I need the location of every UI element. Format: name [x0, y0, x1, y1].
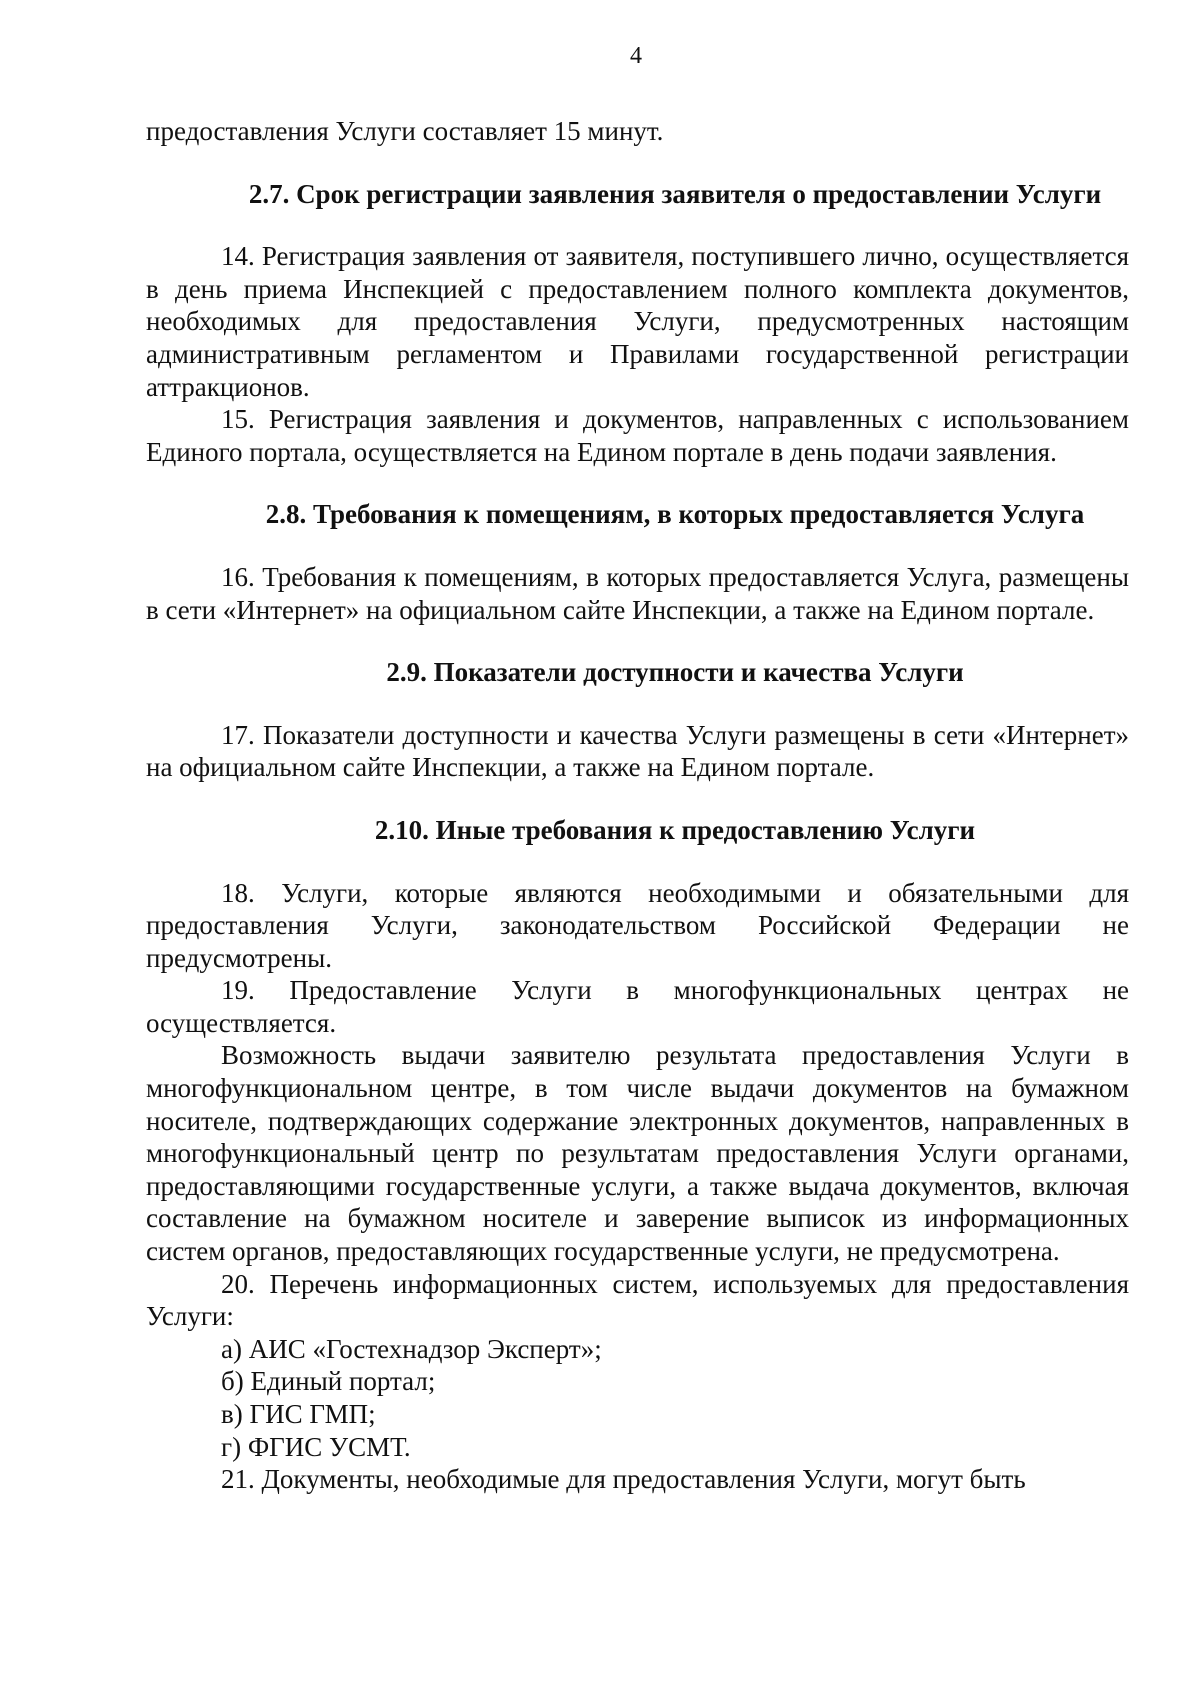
paragraph-20: 20. Перечень информационных систем, используемых для предоставления Услуги: [146, 1268, 1129, 1332]
paragraph-19-continued: Возможность выдачи заявителю результата предоставления Услуги в многофункциональном центре, в том числе выдачи документов на бумажном носителе, подтверждающих содержание электронных документов, направленных в многофункциональный центр по результатам предоставления Услуги органами, предоставляющими государственные услуги, а также выдача документов, включая составление на бумажном носителе и заверение выписок из информационных систем органов, предоставляющих государственные услуги, не предусмотрена. [146, 1040, 1129, 1267]
section-heading-2-8: 2.8. Требования к помещениям, в которых предоставляется Услуга [265, 499, 1085, 530]
paragraph-14: 14. Регистрация заявления от заявителя, поступившего лично, осуществляется в день приема Инспекцией с предоставлением полного комплекта документов, необходимых для предоставления Услуги, предусмотренных настоящим административным регламентом и Правилами государственной регистрации аттракционов. [146, 241, 1129, 402]
list-item-b: б) Единый портал; [221, 1366, 436, 1397]
list-item-v: в) ГИС ГМП; [221, 1399, 376, 1429]
section-heading-2-9: 2.9. Показатели доступности и качества Услуги [386, 657, 964, 688]
paragraph-continuation: предоставления Услуги составляет 15 минут. [146, 116, 664, 146]
list-item-a: а) АИС «Гостехнадзор Эксперт»; [221, 1333, 602, 1364]
paragraph-17: 17. Показатели доступности и качества Услуги размещены в сети «Интернет» на официальном сайте Инспекции, а также на Едином портале. [146, 719, 1129, 783]
section-heading-2-7: 2.7. Срок регистрации заявления заявителя о предоставлении Услуги [248, 178, 1102, 209]
page-number: 4 [630, 43, 642, 69]
document-body [146, 115, 1129, 1496]
paragraph-15: 15. Регистрация заявления и документов, направленных с использованием Единого портала, осуществляется на Едином портале в день подачи заявления. [146, 404, 1129, 467]
paragraph-19: 19. Предоставление Услуги в многофункциональных центрах не осуществляется. [146, 975, 1129, 1038]
list-item-g: г) ФГИС УСМТ. [221, 1431, 411, 1462]
paragraph-18: 18. Услуги, которые являются необходимыми и обязательными для предоставления Услуги, законодательством Российской Федерации не предусмотрены. [146, 877, 1129, 973]
paragraph-16: 16. Требования к помещениям, в которых предоставляется Услуга, размещены в сети «Интернет» на официальном сайте Инспекции, а также на Едином портале. [146, 561, 1129, 625]
paragraph-21: 21. Документы, необходимые для предоставления Услуги, могут быть [221, 1464, 1026, 1495]
section-heading-2-10: 2.10. Иные требования к предоставлению Услуги [374, 814, 976, 845]
